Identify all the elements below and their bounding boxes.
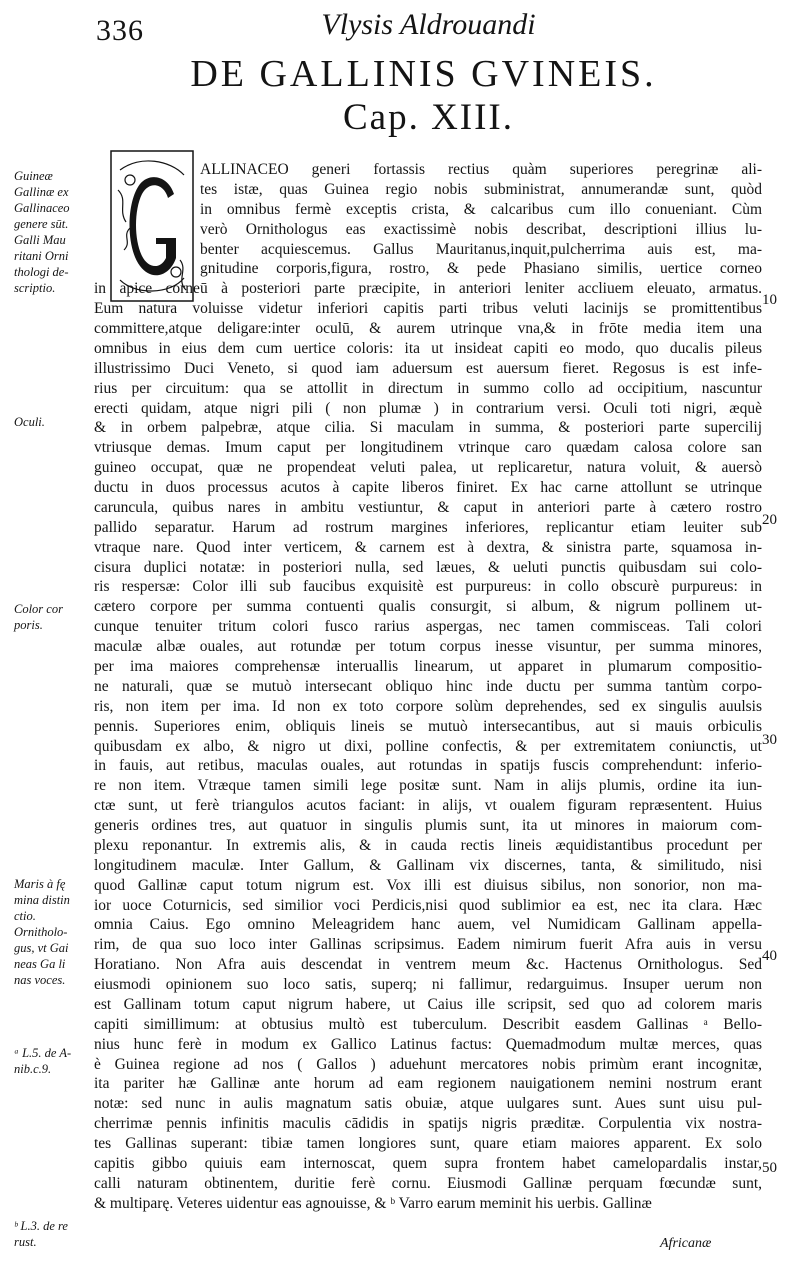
text-line: calli naturam obtinentem, duritie ferè cornu. Eiusmodi Gallinæ perquam fœcundæ sunt, xyxy=(94,1174,762,1192)
chapter-title: DE GALLINIS GVINEIS. xyxy=(190,53,657,95)
text-line: tes istæ, quas Guinea regio nobis subministrat, annumerandæ sunt, quòd xyxy=(200,180,762,198)
text-line: in apice corneū à posteriori parte præcipite, in anteriori leniter accliuem eleuato, armatus. xyxy=(94,280,762,298)
page-number: 336 xyxy=(96,14,144,47)
text-line: eiusmodi opinionem suo loco satis, superq; ni fallimur, redarguimus. Insuper uerum non xyxy=(94,976,762,994)
text-line: ne naturali, quæ se mutuò intersecant obliquo hinc inde ductu per summa tantùm corpo- xyxy=(94,677,762,695)
text-line: ductu in duos processus acutos à capite liberos finiret. Ex hac carne attollunt se utrinque xyxy=(94,479,762,497)
text-line: notæ: sed nunc in aulis magnatum satis obuiæ, atque uulgares sunt. Aues sunt uisu pul- xyxy=(94,1095,762,1113)
margin-note: Color cor poris. xyxy=(14,602,63,632)
text-line: in omnibus fermè exceptis crista, & calcaribus cum illo conueniant. Cùm xyxy=(200,200,762,218)
text-line: maculæ albæ ouales, aut rotundæ per totum corpus inesse visuntur, per summa minores, xyxy=(94,638,762,656)
text-line: Horatiano. Non Afra auis descendat in ventrem meum &c. Hactenus Ornithologus. Sed xyxy=(94,956,762,974)
text-line: capiti simillimum: at obtusius multò est tuberculum. Describit easdem Gallinas ᵃ Bello- xyxy=(94,1015,762,1033)
text-line: cherrimæ pennis infinitis maculis cādidis in spatijs nigris præditæ. Corpulentia vix nostra- xyxy=(94,1115,762,1133)
chapter-number: Cap. XIII. xyxy=(342,97,515,138)
text-line: cætero corpore per summa contuenti qualis consurgit, si album, & nigrum pollinem ut- xyxy=(94,598,762,616)
text-line: Eum natura voluisse videtur inferiori capitis parti tribus veluti lacinijs se promittentibus xyxy=(94,300,762,318)
text-line: ris, non item per ima. Id non ex toto corpore solùm deprehendes, sed ex singulis auulsis xyxy=(94,697,762,715)
text-line: quod Gallinæ caput totum nigrum est. Vox illi est diuisus sibilus, non sonorior, non ma- xyxy=(94,876,762,894)
text-line: gnitudine corporis,figura, rostro, & pede Phasiano similis, uertice corneo xyxy=(200,260,762,278)
text-line: longitudinem maculæ. Inter Gallum, & Gallinam vix discernes, tanta, & similitudo, nisi xyxy=(94,856,762,874)
text-line: caruncula, quibus nares in ambitu vestiuntur, & caput in anteriori parte à cætero rostro xyxy=(94,498,762,516)
text-line: pallido separatur. Harum ad rostrum margines inferiores, replicantur etiam leuiter sub xyxy=(94,518,762,536)
text-line: re non item. Vtræque tamen simili lege positæ sunt. Nam in alijs plumis, ordine ita iun- xyxy=(94,777,762,795)
margin-note: ᵃ L.5. de A- nib.c.9. xyxy=(14,1046,72,1076)
running-head: Vlysis Aldrouandi xyxy=(321,8,536,41)
text-line: omnia Caius. Ego omnino Meleagridem hanc auem, vel Numidicam Gallinam appella- xyxy=(94,916,762,934)
text-line: è Guinea regione ad nos ( Gallos ) aduehunt mercatores nobis primùm erant incognitæ, xyxy=(94,1055,762,1073)
text-line: ior uoce Coturnicis, sed similior voci Perdicis,nisi quod sublimior ea est, nec ita clara. Hæc xyxy=(94,896,762,914)
text-line: vtriusque demas. Imum caput per longitudinem vtrinque caro quædam calosa colore san xyxy=(94,439,762,457)
text-line: & multiparę. Veteres uidentur eas agnouisse, & ᵇ Varro earum meminit his uerbis. Gallinæ xyxy=(94,1194,652,1212)
text-line: nius hunc ferè in modum ex Gallico Latinus factus: Quemadmodum multæ merces, quas xyxy=(94,1035,762,1053)
text-line: omnibus in eius dem cum uertice coloris: ita ut insideat capiti eo modo, quo ducalis pileus xyxy=(94,339,762,357)
text-line: est Gallinam totum caput nigrum habere, ut Caius ille scripsit, sed quo ad colorem maris xyxy=(94,995,762,1013)
text-line: & in orbem palpebræ, atque cilia. Si maculam in summa, & posteriori parte supercilij xyxy=(94,419,762,437)
line-number: 20 xyxy=(762,512,777,528)
text-line: ris respersæ: Color illi sub faucibus exquisitè est purpureus: in collo obscurè purpureus: in xyxy=(94,578,762,596)
margin-note: ᵇ L.3. de re rust. xyxy=(14,1219,68,1249)
line-number: 50 xyxy=(762,1160,777,1176)
line-number: 40 xyxy=(762,948,777,964)
text-line: rim, de qua suo loco inter Gallinas scripsimus. Eadem nimirum fuerit Afra auis in versu xyxy=(94,936,762,954)
text-line: ALLINACEO generi fortassis rectius quàm superiores peregrinæ ali- xyxy=(200,161,762,178)
text-line: ctæ sunt, ut ferè triangulos acutos faciant: in alijs, vt oualem figuram repræsentent. Huius xyxy=(94,797,762,815)
catchword: Africanæ xyxy=(660,1236,712,1251)
text-line: committere,atque deligare:inter oculū, & aurem utrinque vna,& in frōte media item una xyxy=(94,320,762,338)
margin-note: Oculi. xyxy=(14,415,45,429)
line-number: 30 xyxy=(762,732,777,748)
text-line: erecti quidam, atque nigri pili ( non plumæ ) in contrarium versi. Oculi toti nigri, æquè xyxy=(94,399,762,417)
text-line: guineo occupat, quæ ne propendeat veluti palea, ut replicaretur, natura voluit, & auersò xyxy=(94,459,762,477)
text-line: per ima maiores comprehensæ interuallis linearum, ut apparet in plumarum compositio- xyxy=(94,658,762,675)
margin-note: Guineæ Gallinæ ex Gallinaceo genere sūt. Galli Mau ritani Orni thologi de- scriptio. xyxy=(14,169,70,295)
line-number: 10 xyxy=(762,292,777,308)
text-line: in fauis, aut retibus, maculas ouales, aut rotundas in spatijs fuscis comprehendunt: inferio- xyxy=(94,757,762,775)
text-line: plexu reponantur. In extremis alis, & in cauda rectis lineis æquidistantibus procedunt per xyxy=(94,836,762,854)
text-line: pennis. Superiores enim, obliquis lineis se mutuò intersecantibus, aut si mauis orbiculis xyxy=(94,717,762,735)
text-line: verò Ornithologus eas exactissimè nobis describat, descriptioni illius lu- xyxy=(200,220,762,238)
margin-note: Maris à fę mina distin ctio. Ornitholo- gus, vt Gai neas Ga li nas voces. xyxy=(14,877,70,987)
text-line: tes Gallinas superant: tibiæ tamen longiores sunt, quare etiam maiores apparent. Ex solo xyxy=(94,1135,762,1153)
text-line: ita pariter hæ Gallinæ ante horum ad eam regionem nauigationem nemini nostrum erant xyxy=(94,1075,762,1093)
text-line: generis ordines tres, aut quatuor in singulis plumis sunt, ita ut minores in maiorum com- xyxy=(94,817,762,835)
text-line: benter acquiescemus. Gallus Mauritanus,inquit,pulcherrima auis est, ma- xyxy=(200,240,762,258)
text-line: cunque tenuiter tritum colori fusco rarius aspergas, nec tamen commisceas. Tali colori xyxy=(94,618,762,636)
text-line: cisura duplici notatæ: in posteriori nulla, sed læues, & ueluti punctis quibusdam sui colo- xyxy=(94,558,762,576)
text-line: rius per circuitum: qua se attollit in directum in summo collo ad occipitium, nascuntur xyxy=(94,379,762,397)
text-line: vtraque nare. Quod inter verticem, & carnem est à dextra, & sinistra parte, squamosa in- xyxy=(94,538,762,556)
text-line: illustrissimo Duci Veneto, si quod iam aduersum est auersum fieret. Regosus is est infe- xyxy=(94,359,762,377)
text-line: capitis gibbo quiuis eam internoscat, quem supra frontem habet camelopardalis instar, xyxy=(94,1155,762,1172)
text-line: quibusdam ex albo, & nigro ut dixi, polline confectis, & per extremitatem coniunctis, ut xyxy=(94,737,762,755)
